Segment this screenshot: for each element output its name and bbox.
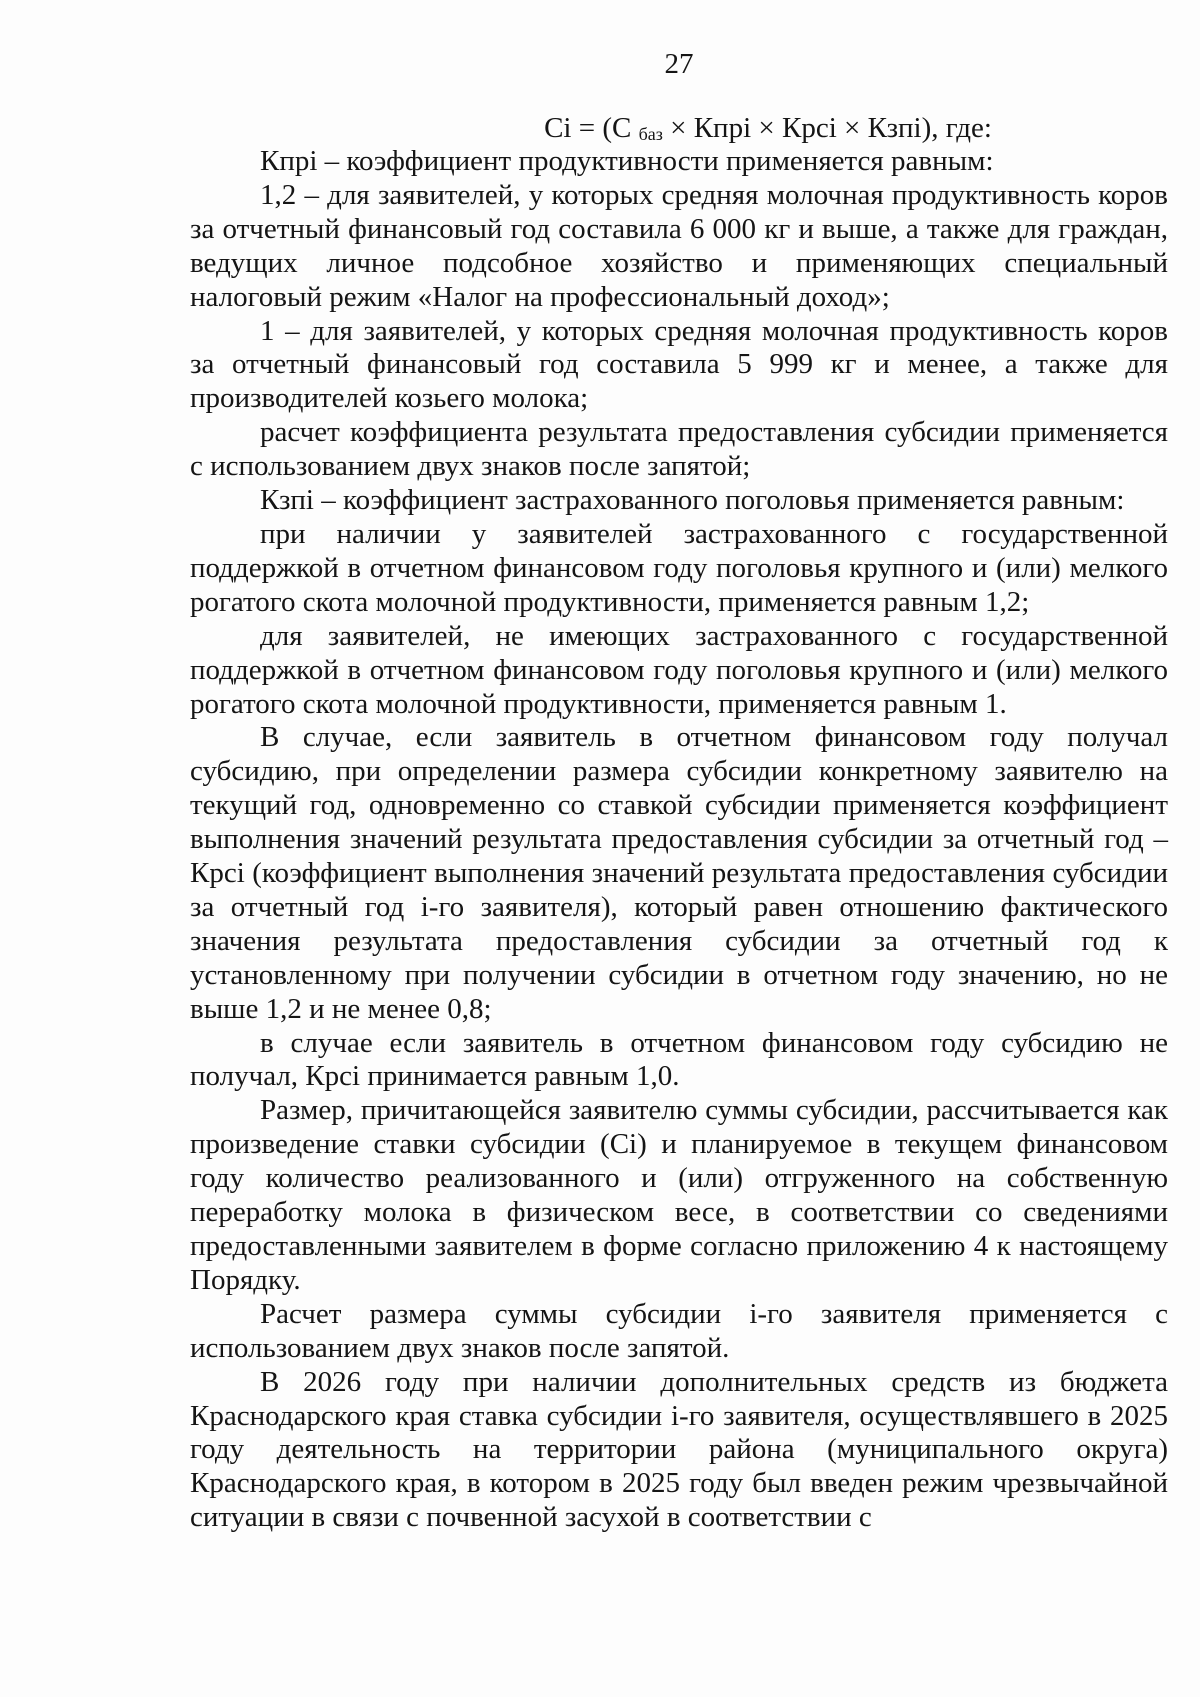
paragraph-amount-rounding: Расчет размера суммы субсидии i-го заявителя применяется с использованием двух знаков после запятой.	[190, 1297, 1168, 1364]
formula-subscript: баз	[638, 124, 663, 144]
paragraph-kzp-uninsured: для заявителей, не имеющих застрахованного с государственной поддержкой в отчетном финансовом году поголовья крупного и (или) мелкого рогатого скота молочной продуктивности, применяется равным 1.	[190, 619, 1168, 720]
paragraph-kpr-1-2: 1,2 – для заявителей, у которых средняя молочная продуктивность коров за отчетный финансовый год составила 6 000 кг и выше, а также для граждан, ведущих личное подсобное хозяйство и применяющих специальный налоговый режим «Налог на профессиональный доход»;	[190, 178, 1168, 313]
paragraph-krs-received: В случае, если заявитель в отчетном финансовом году получал субсидию, при определении размера субсидии конкретному заявителю на текущий год, одновременно со ставкой субсидии применяется коэффициент выполнения значений результата предоставления субсидии за отчетный год – Крсi (коэффициент выполнения значений результата предоставления субсидии за отчетный год i-го заявителя), который равен отношению фактического значения результата предоставления субсидии за отчетный год к установленному при получении субсидии в отчетном году значению, но не выше 1,2 и не менее 0,8;	[190, 721, 1168, 1025]
document-body	[190, 145, 1168, 1535]
paragraph-kpr-1: 1 – для заявителей, у которых средняя молочная продуктивность коров за отчетный финансовый год составила 5 999 кг и менее, а также для производителей козьего молока;	[190, 314, 1168, 415]
paragraph-kzp-definition: Кзпi – коэффициент застрахованного поголовья применяется равным:	[260, 484, 1125, 517]
paragraph-coefficient-rounding: расчет коэффициента результата предоставления субсидии применяется с использованием двух знаков после запятой;	[190, 416, 1168, 483]
paragraph-kpr-definition: Кпрi – коэффициент продуктивности применяется равным:	[260, 145, 994, 177]
paragraph-kzp-insured: при наличии у заявителей застрахованного с государственной поддержкой в отчетном финансовом году поголовья крупного и (или) мелкого рогатого скота молочной продуктивности, применяется равным 1,2;	[190, 517, 1168, 618]
paragraph-subsidy-amount: Размер, причитающейся заявителю суммы субсидии, рассчитывается как произведение ставки субсидии (Ci) и планируемое в текущем финансовом году количество реализованного и (или) отгруженного на собственную переработку молока в физическом весе, в соответствии со сведениями предоставленными заявителем в форме согласно приложению 4 к настоящему Порядку.	[190, 1094, 1168, 1296]
paragraph-krs-not-received: в случае если заявитель в отчетном финансовом году субсидию не получал, Крсi принимается равным 1,0.	[190, 1026, 1168, 1093]
page-number: 27	[664, 48, 694, 80]
formula-rhs: × Кпрi × Крсi × Кзпi), где:	[662, 112, 992, 144]
paragraph-2026-additional-funds: В 2026 году при наличии дополнительных средств из бюджета Краснодарского края ставка субсидии i-го заявителя, осуществлявшего в 2025 году деятельность на территории района (муниципального округа) Краснодарского края, в котором в 2025 году был введен режим чрезвычайной ситуации в связи с почвенной засухой в соответствии с	[190, 1365, 1168, 1534]
formula-lhs: Ci = (С	[544, 112, 632, 144]
